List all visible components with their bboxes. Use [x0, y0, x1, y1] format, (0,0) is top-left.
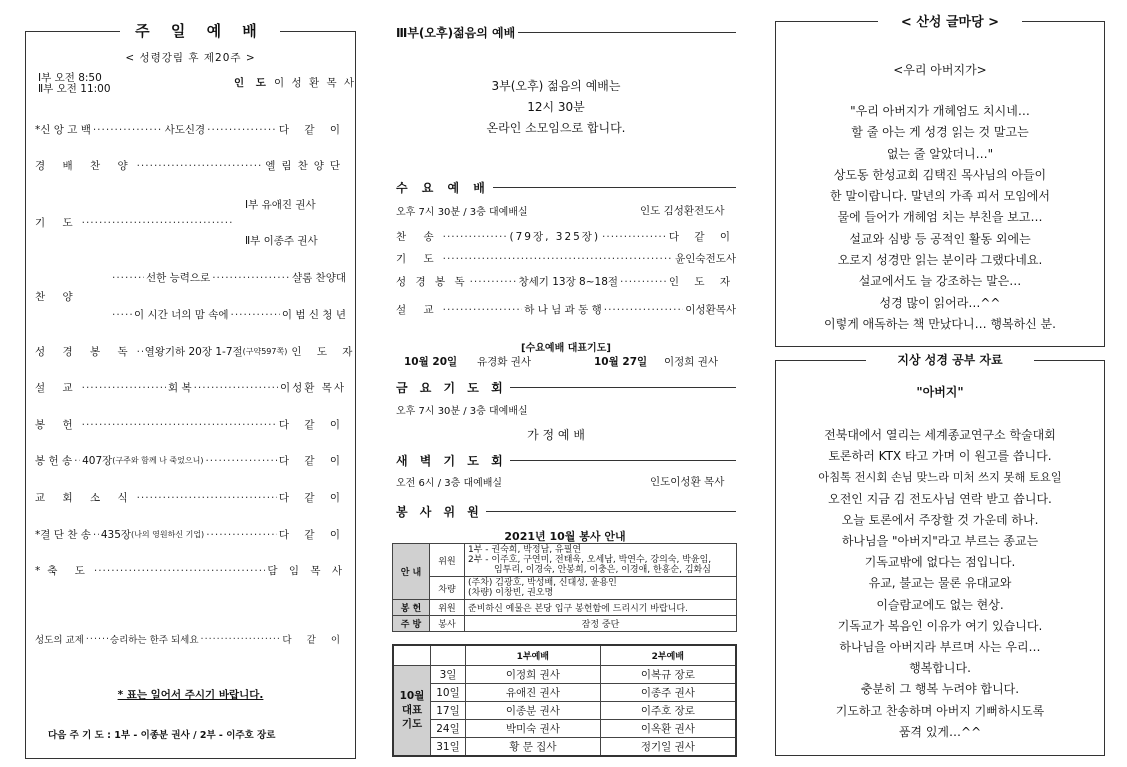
young-line-3: 온라인 소모임으로 합니다. — [486, 121, 626, 135]
rota-date: 31일 — [431, 737, 466, 756]
order-who: 엘림찬양단 — [265, 160, 346, 172]
rota-a: 유애진 권사 — [466, 683, 601, 701]
wed-mid: 하 나 님 과 동 행 — [524, 304, 602, 316]
study-body — [775, 425, 1105, 743]
study-line: 오전인 지금 김 전도사님 연락 받고 씁니다. — [828, 491, 1052, 506]
offer-text: 준비하신 예물은 본당 입구 봉헌함에 드리시기 바랍니다. — [465, 600, 737, 616]
service-time-1: Ⅰ부 오전 8:50 — [38, 72, 102, 84]
rota-date: 10일 — [431, 683, 466, 701]
column-line: 할 줄 아는 게 성경 읽는 것 말고는 — [851, 125, 1029, 140]
service-table — [392, 543, 737, 632]
blank-cell — [393, 645, 431, 665]
order-label: 봉 헌 — [35, 419, 80, 431]
table-row — [393, 616, 737, 632]
column-line: 없는 줄 알았더니…" — [886, 146, 994, 161]
wed-header — [396, 179, 736, 196]
column-line: 상도동 한성교회 김택진 목사님의 아들이 — [833, 167, 1047, 182]
dawn-header — [396, 452, 736, 469]
order-mid-small: (구주와 함께 나 죽었으니) — [112, 456, 204, 465]
order-label: 찬 양 — [35, 291, 80, 303]
fri-time: 오후 7시 30분 / 3층 대예배실 — [396, 406, 528, 417]
column-line: 오로지 성경만 읽는 분이라 그랬다네요. — [837, 253, 1043, 268]
order-mid-small: (나의 영원하신 기업) — [131, 530, 205, 539]
member-cell — [465, 544, 737, 577]
wed-item — [396, 302, 736, 317]
wed-title: 수 요 예 배 — [396, 181, 490, 195]
standing-note: * 표는 일어서 주시기 바랍니다. — [117, 689, 264, 701]
table-row — [393, 737, 736, 756]
car-text-2: (차량) 이창빈, 권오명 — [468, 588, 554, 598]
order-label: 기 도 — [35, 217, 80, 229]
serv-title: 봉 사 위 원 — [396, 505, 483, 519]
wed-label: 성 경 봉 독 — [396, 276, 468, 288]
kitchen-text: 잠정 중단 — [465, 616, 737, 632]
study-line: 전북대에서 열리는 세계종교연구소 학술대회 — [824, 428, 1056, 442]
fri-header — [396, 379, 736, 396]
study-line: 기독교가 복음인 이유가 여기 있습니다. — [837, 618, 1043, 633]
column-line: 성경 많이 읽어라…^^ — [879, 295, 1001, 310]
leader-label: 인 도 — [234, 77, 270, 89]
order-item — [35, 563, 346, 578]
order-label: 설 교 — [35, 382, 80, 394]
rota-a: 이정희 권사 — [466, 665, 601, 683]
rota-date: 24일 — [431, 719, 466, 737]
column-line: 물에 들어가 개헤엄 치는 부친을 보고… — [837, 210, 1043, 225]
order-who: 다 같 이 — [278, 419, 346, 431]
fri-text: 가 정 예 배 — [527, 428, 585, 442]
study-line: 기독교밖에 없다는 점입니다. — [864, 555, 1016, 570]
study-line: 충분히 그 행복 누려야 합니다. — [860, 682, 1020, 697]
order-item — [35, 289, 185, 304]
order-label: 교 회 소 식 — [35, 492, 135, 504]
wed-mid: (79장, 325장) — [509, 231, 601, 243]
praise-mid-1: 선한 능력으로 — [146, 272, 211, 284]
kitchen-role: 봉사 — [430, 616, 465, 632]
order-who: 다 같 이 — [278, 492, 346, 504]
study-line: 아침톡 전시회 손님 맞느라 미처 쓰지 못해 토요일 — [818, 471, 1062, 485]
column-body — [775, 101, 1105, 335]
order-label: 봉 헌 송 — [35, 455, 73, 467]
praise-line-2 — [110, 307, 346, 322]
member-label: 위원 — [430, 544, 465, 577]
prayer-rota-table — [392, 644, 737, 757]
col-header-2: 2부예배 — [600, 645, 736, 665]
order-label: 성 경 봉 독 — [35, 346, 135, 358]
wed-label: 기 도 — [396, 253, 441, 265]
order-mid: 사도신경 — [164, 124, 206, 136]
table-row — [393, 645, 736, 665]
column-line: 이렇게 애독하는 책 만났다니… 행복하신 분. — [824, 316, 1056, 331]
wed-time: 오후 7시 30분 / 3층 대예배실 — [396, 207, 528, 218]
praise-who-1: 샬롬 찬양대 — [291, 272, 346, 284]
rota-date: 3일 — [431, 665, 466, 683]
column-line: 한 말이랍니다. 말년의 가족 피서 모임에서 — [830, 189, 1050, 204]
study-line: 행복합니다. — [909, 661, 971, 676]
column-line: 설교에서도 늘 강조하는 말은… — [858, 274, 1022, 289]
order-item — [35, 158, 346, 173]
table-row — [393, 665, 736, 683]
order-mid: 435장 — [100, 529, 132, 541]
wed-who: 다 같 이 — [668, 231, 737, 243]
order-who: 다 같 이 — [278, 455, 346, 467]
order-mid: 회 복 — [167, 382, 192, 394]
young-line-1: 3부(오후) 젊음의 예배는 — [491, 79, 621, 93]
rota-b: 정기일 권사 — [600, 737, 736, 756]
wed-prayer-name-1: 유경화 권사 — [477, 356, 532, 368]
order-who: 다 같 이 — [278, 124, 346, 136]
study-line: 하나님을 아버지라 부르며 사는 우리… — [839, 640, 1041, 655]
young-header — [396, 24, 736, 41]
order-label: 경 배 찬 양 — [35, 160, 135, 172]
order-label: *신 앙 고 백 — [35, 124, 91, 136]
table-row — [393, 600, 737, 616]
wed-item — [396, 274, 736, 289]
offer-label: 봉 헌 — [393, 600, 430, 616]
study-line: 오늘 토론에서 주장할 것 가운데 하나. — [841, 512, 1039, 527]
order-mid: 열왕기하 20장 1-7절 — [144, 346, 243, 358]
order-item — [35, 215, 235, 230]
column-title: < 산성 글마당 > — [878, 11, 1022, 30]
order-who: 다 같 이 — [278, 529, 346, 541]
rota-a: 황 문 집사 — [466, 737, 601, 756]
wed-label: 설 교 — [396, 304, 441, 316]
rota-b: 이주호 장로 — [600, 701, 736, 719]
wed-mid: 창세기 13장 8~18절 — [518, 276, 619, 288]
rota-b: 이옥환 권사 — [600, 719, 736, 737]
rota-b: 이종주 권사 — [600, 683, 736, 701]
praise-mid-2: 이 시간 너의 맘 속에 — [134, 309, 229, 321]
order-item — [35, 527, 346, 542]
order-label: *축 도 — [35, 565, 92, 577]
wed-leader: 인도 김성환전도사 — [640, 205, 725, 217]
order-item — [35, 344, 359, 359]
offer-role: 위원 — [430, 600, 465, 616]
prayer-2: Ⅱ부 이종주 권사 — [245, 235, 318, 247]
wed-who: 윤인숙전도사 — [675, 253, 736, 265]
wed-prayer-name-2: 이정희 권사 — [664, 356, 719, 368]
table-row — [393, 544, 737, 577]
praise-line-1 — [110, 270, 346, 285]
car-text-1: (주차) 김광호, 박성배, 신대성, 윤용인 — [468, 578, 617, 588]
rep-label-text: 10월 대표 기도 — [399, 690, 425, 730]
order-who: 이성환 목사 — [279, 382, 346, 394]
dawn-leader: 인도이성환 목사 — [650, 476, 725, 488]
order-who: 다 같 이 — [282, 635, 346, 646]
prayer-1: Ⅰ부 유애진 권사 — [245, 199, 316, 211]
wed-prayer-date-2: 10월 27일 — [594, 356, 648, 368]
column-subtitle: <우리 아버지가> — [893, 63, 987, 77]
table-row — [393, 577, 737, 600]
car-label: 차량 — [430, 577, 465, 600]
study-title: 지상 성경 공부 자료 — [866, 351, 1034, 368]
blank-cell — [431, 645, 466, 665]
wed-item — [396, 251, 736, 266]
order-label: 성도의 교제 — [35, 635, 84, 646]
order-item — [35, 632, 346, 646]
rota-b: 이복규 장로 — [600, 665, 736, 683]
column-line: "우리 아버지가 개헤엄도 치시네… — [850, 104, 1030, 118]
young-line-2: 12시 30분 — [527, 100, 585, 114]
guide-label: 안 내 — [393, 544, 430, 600]
order-item — [35, 490, 346, 505]
left-panel — [25, 31, 359, 759]
young-title: Ⅲ부(오후)젊음의 예배 — [396, 26, 516, 40]
service-time-2: Ⅱ부 오전 11:00 — [38, 83, 111, 95]
rota-a: 이종분 권사 — [466, 701, 601, 719]
member-text-1: 1부 - 권숙희, 박정남, 유필연 — [468, 545, 582, 555]
praise-who-2: 이 범 신 청 년 — [281, 309, 346, 321]
study-line: 토론하러 KTX 타고 가며 이 원고를 씁니다. — [828, 449, 1052, 464]
leader-name: 이 성 환 목 사 — [274, 77, 357, 89]
table-row — [393, 701, 736, 719]
order-item — [35, 417, 346, 432]
order-who: 담 임 목 사 — [267, 565, 346, 577]
serv-table-title: 2021년 10월 봉사 안내 — [504, 530, 626, 543]
order-who: 인 도 자 — [291, 346, 359, 358]
wed-who: 인 도 자 — [668, 276, 737, 288]
order-item — [35, 453, 346, 468]
next-prayer: 다음 주 기 도 : 1부 - 이종분 권사 / 2부 - 이주호 장로 — [48, 730, 276, 741]
dawn-title: 새 벽 기 도 회 — [396, 454, 507, 468]
fri-title: 금 요 기 도 회 — [396, 381, 507, 395]
wed-item — [396, 229, 736, 244]
wed-prayer-date-1: 10월 20일 — [404, 356, 458, 368]
study-line: 이슬람교에도 없는 현상. — [876, 597, 1004, 612]
order-item — [35, 122, 346, 137]
column-line: 설교와 심방 등 공적인 활동 외에는 — [849, 231, 1031, 246]
rota-a: 박미숙 권사 — [466, 719, 601, 737]
order-mid-small: (구약597쪽) — [242, 347, 288, 356]
wed-prayer-title: [수요예배 대표기도] — [521, 343, 611, 354]
order-mid: 승리하는 한주 되세요 — [109, 635, 199, 646]
wed-who: 이성환목사 — [685, 304, 737, 316]
serv-header — [396, 503, 736, 520]
wed-label: 찬 송 — [396, 231, 441, 243]
order-label: *결 단 찬 송 — [35, 529, 91, 541]
left-subtitle: < 성령강림 후 제20주 > — [125, 52, 256, 64]
study-subtitle: "아버지" — [916, 385, 964, 399]
kitchen-label: 주 방 — [393, 616, 430, 632]
study-line: 품격 있게…^^ — [898, 724, 982, 739]
member-text-3: 임투리, 이경숙, 안봉희, 이충은, 이경애, 한홍순, 김화심 — [494, 565, 711, 575]
rep-label — [393, 665, 431, 756]
study-line: 기도하고 찬송하며 아버지 기뻐하시도록 — [835, 703, 1045, 718]
col-header-1: 1부예배 — [466, 645, 601, 665]
order-item — [35, 380, 346, 395]
left-title: 주 일 예 배 — [120, 20, 280, 41]
study-line: 하나님을 "아버지"라고 부르는 종교는 — [841, 534, 1039, 549]
dawn-time: 오전 6시 / 3층 대예배실 — [396, 478, 503, 489]
study-line: 유교, 불교는 물론 유대교와 — [868, 576, 1012, 591]
order-mid: 407장 — [82, 455, 113, 467]
car-cell — [465, 577, 737, 600]
table-row — [393, 683, 736, 701]
table-row — [393, 719, 736, 737]
member-text-2: 2부 - 이주호, 구연미, 전태욱, 오세남, 박연수, 강의숙, 박윤임, — [468, 555, 712, 565]
rota-date: 17일 — [431, 701, 466, 719]
